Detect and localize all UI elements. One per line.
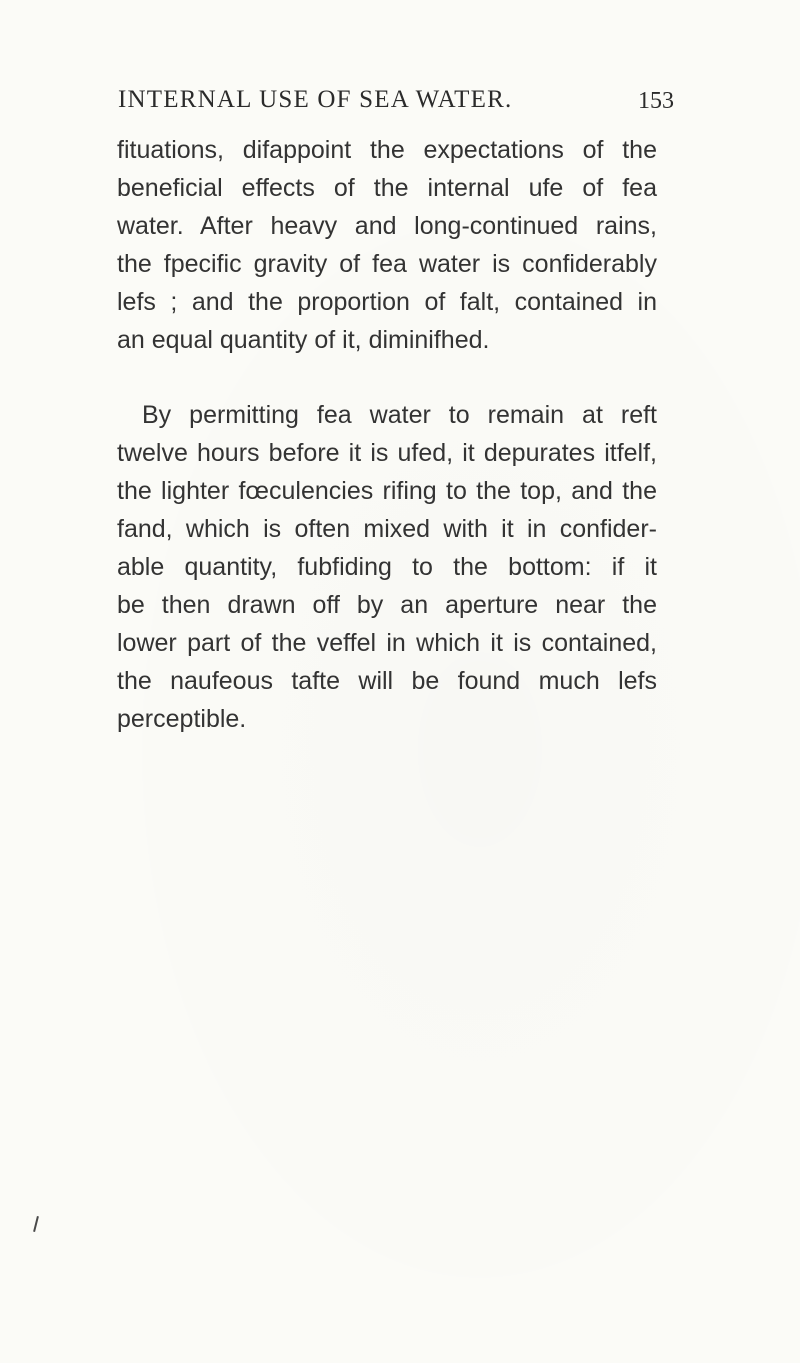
text-line: twelve hours before it is ufed, it depurates itfelf, — [117, 439, 657, 467]
page-number: 153 — [638, 88, 674, 114]
text-line: beneficial effects of the internal ufe of fea — [117, 174, 657, 202]
text-line: water. After heavy and long-continued rains, — [117, 212, 657, 240]
text-line: the fpecific gravity of fea water is confiderably — [117, 250, 657, 278]
text-line: By permitting fea water to remain at reft — [142, 401, 657, 429]
text-line: an equal quantity of it, diminifhed. — [117, 326, 490, 354]
body-text — [117, 131, 657, 738]
ink-speck — [33, 1216, 39, 1232]
text-line: fituations, difappoint the expectations of the — [117, 136, 657, 164]
paragraph-1 — [117, 131, 657, 359]
text-line: the lighter fœculencies rifing to the top, and the — [117, 477, 657, 505]
paragraph-gap — [117, 359, 657, 396]
text-line: be then drawn off by an aperture near the — [117, 591, 657, 619]
text-line: the naufeous tafte will be found much lefs — [117, 667, 657, 695]
paragraph-2 — [117, 396, 657, 738]
running-head-title: INTERNAL USE OF SEA WATER. — [118, 86, 513, 113]
text-line: lefs ; and the proportion of falt, contained in — [117, 288, 657, 316]
text-line: lower part of the veffel in which it is contained, — [117, 629, 657, 657]
text-line: fand, which is often mixed with it in confider- — [117, 515, 657, 543]
running-head — [118, 86, 678, 114]
text-line: able quantity, fubfiding to the bottom: if it — [117, 553, 657, 581]
text-line: perceptible. — [117, 705, 247, 733]
